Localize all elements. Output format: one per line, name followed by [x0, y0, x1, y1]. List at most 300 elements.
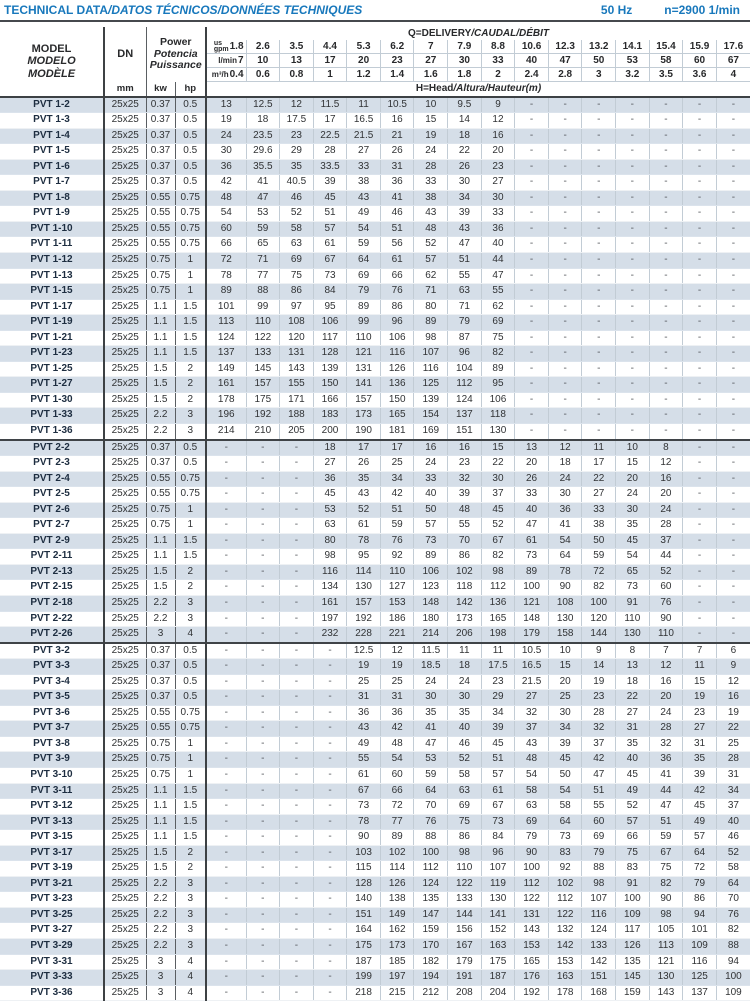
head-value-cell: 197	[313, 611, 347, 627]
head-value-cell: -	[515, 206, 549, 222]
head-value-cell: 62	[414, 268, 448, 284]
head-value-cell: -	[246, 471, 280, 487]
table-row	[0, 392, 750, 408]
head-value-cell: -	[683, 533, 717, 549]
head-value-cell: -	[246, 985, 280, 1001]
head-value-cell: 7	[649, 643, 683, 659]
head-value-cell: 45	[616, 533, 650, 549]
head-value-cell: 120	[280, 330, 314, 346]
head-value-cell: -	[683, 237, 717, 253]
head-value-cell: 53	[313, 502, 347, 518]
head-value-cell: 169	[414, 423, 448, 439]
head-value-cell: -	[548, 408, 582, 424]
head-value-cell: 27	[481, 175, 515, 191]
model-cell: PVT 3-29	[0, 939, 104, 955]
head-value-cell: 10.5	[380, 97, 414, 113]
head-value-cell: -	[280, 471, 314, 487]
head-value-cell: -	[515, 128, 549, 144]
head-value-cell: -	[280, 830, 314, 846]
head-value-cell: -	[313, 814, 347, 830]
kw-cell: 0.37	[146, 144, 175, 160]
kw-cell: 0.75	[146, 252, 175, 268]
head-value-cell: 23	[280, 128, 314, 144]
kw-cell: 0.75	[146, 502, 175, 518]
table-row	[0, 643, 750, 659]
model-cell: PVT 3-8	[0, 736, 104, 752]
head-value-cell: -	[716, 190, 750, 206]
head-value-cell: -	[616, 284, 650, 300]
head-value-cell: -	[616, 206, 650, 222]
flow-unit-flex	[207, 40, 246, 53]
head-value-cell: 120	[582, 611, 616, 627]
head-value-cell: 87	[448, 330, 482, 346]
hp-cell: 0.5	[175, 97, 206, 113]
head-value-cell: 43	[347, 487, 381, 503]
dn-cell: 25x25	[104, 627, 146, 643]
head-value-cell: 11	[448, 643, 482, 659]
head-value-cell: 33	[414, 175, 448, 191]
head-value-cell: 122	[448, 876, 482, 892]
head-value-cell: -	[246, 814, 280, 830]
table-row	[0, 456, 750, 472]
head-value-cell: 19	[716, 705, 750, 721]
head-value-cell: 67	[649, 845, 683, 861]
dn-column-header: DN	[104, 27, 146, 82]
head-value-cell: 82	[716, 923, 750, 939]
head-value-cell: 84	[313, 284, 347, 300]
head-value-cell: 128	[313, 346, 347, 362]
head-value-cell: 42	[380, 487, 414, 503]
head-value-cell: -	[206, 705, 246, 721]
head-value-cell: 35	[683, 752, 717, 768]
kw-cell: 2.2	[146, 907, 175, 923]
head-value-cell: -	[313, 970, 347, 986]
head-value-cell: 90	[515, 845, 549, 861]
dn-cell: 25x25	[104, 423, 146, 439]
head-value-cell: 157	[246, 377, 280, 393]
hp-cell: 0.5	[175, 113, 206, 129]
head-value-cell: 154	[414, 408, 448, 424]
head-value-cell: 140	[347, 892, 381, 908]
head-value-cell: 34	[716, 783, 750, 799]
head-value-cell: 76	[414, 814, 448, 830]
dn-cell: 25x25	[104, 954, 146, 970]
head-value-cell: -	[206, 502, 246, 518]
model-cell: PVT 1-3	[0, 113, 104, 129]
head-value-cell: -	[716, 330, 750, 346]
table-row	[0, 674, 750, 690]
kw-cell: 3	[146, 627, 175, 643]
head-value-cell: 69	[347, 268, 381, 284]
head-value-cell: 109	[616, 907, 650, 923]
head-value-cell: 35	[616, 518, 650, 534]
head-value-cell: 122	[246, 330, 280, 346]
head-value-cell: 122	[548, 907, 582, 923]
model-header-line: MODEL	[31, 42, 72, 55]
head-value-cell: -	[515, 190, 549, 206]
head-value-cell: 89	[380, 830, 414, 846]
head-value-cell: -	[716, 206, 750, 222]
head-value-cell: 27	[313, 456, 347, 472]
head-value-cell: 91	[616, 876, 650, 892]
dn-cell: 25x25	[104, 456, 146, 472]
head-value-cell: -	[582, 377, 616, 393]
head-value-cell: 57	[481, 768, 515, 784]
head-value-cell: -	[206, 939, 246, 955]
head-value-cell: -	[515, 97, 549, 113]
hp-unit-label: hp	[175, 82, 206, 97]
head-value-cell: 64	[683, 845, 717, 861]
head-value-cell: 116	[582, 907, 616, 923]
head-value-cell: -	[582, 190, 616, 206]
kw-cell: 2.2	[146, 611, 175, 627]
head-value-cell: 86	[280, 284, 314, 300]
head-value-cell: -	[515, 299, 549, 315]
head-value-cell: 63	[313, 518, 347, 534]
flow-value-cell: 12.3	[548, 40, 582, 54]
table-header	[0, 27, 750, 97]
head-value-cell: 31	[380, 690, 414, 706]
head-value-cell: -	[280, 549, 314, 565]
head-value-cell: 127	[380, 580, 414, 596]
head-value-cell: 137	[206, 346, 246, 362]
head-value-cell: -	[206, 643, 246, 659]
head-value-cell: 30	[616, 502, 650, 518]
head-value-cell: 19	[414, 128, 448, 144]
head-value-cell: 16	[649, 674, 683, 690]
head-value-cell: 16	[380, 113, 414, 129]
model-cell: PVT 2-9	[0, 533, 104, 549]
head-value-cell: 218	[347, 985, 381, 1001]
head-value-cell: -	[246, 705, 280, 721]
head-value-cell: 102	[548, 876, 582, 892]
head-value-cell: 106	[481, 392, 515, 408]
head-value-cell: -	[683, 392, 717, 408]
dn-cell: 25x25	[104, 299, 146, 315]
dn-cell: 25x25	[104, 221, 146, 237]
head-value-cell: 49	[683, 814, 717, 830]
model-cell: PVT 3-12	[0, 799, 104, 815]
head-value-cell: -	[582, 97, 616, 113]
head-value-cell: 8	[649, 440, 683, 456]
head-value-cell: -	[716, 580, 750, 596]
head-value-cell: -	[246, 892, 280, 908]
head-value-cell: 73	[414, 533, 448, 549]
head-value-cell: 61	[313, 237, 347, 253]
head-value-cell: 51	[380, 221, 414, 237]
hp-cell: 4	[175, 985, 206, 1001]
kw-cell: 1.1	[146, 330, 175, 346]
head-value-cell: 83	[616, 861, 650, 877]
kw-cell: 1.1	[146, 799, 175, 815]
head-value-cell: 35.5	[246, 159, 280, 175]
head-value-cell: 98	[649, 907, 683, 923]
head-value-cell: 99	[347, 315, 381, 331]
hp-cell: 1.5	[175, 346, 206, 362]
head-value-cell: -	[716, 611, 750, 627]
head-value-cell: -	[206, 830, 246, 846]
head-value-cell: -	[683, 423, 717, 439]
dn-cell: 25x25	[104, 690, 146, 706]
model-cell: PVT 3-27	[0, 923, 104, 939]
head-value-cell: 28	[313, 144, 347, 160]
head-value-cell: -	[716, 128, 750, 144]
head-value-cell: -	[548, 392, 582, 408]
head-value-cell: 47	[414, 736, 448, 752]
head-value-cell: 13	[206, 97, 246, 113]
head-value-cell: 40	[414, 487, 448, 503]
flow-value-cell: 53	[616, 54, 650, 68]
head-value-cell: 67	[313, 252, 347, 268]
table-row	[0, 736, 750, 752]
head-value-cell: -	[313, 830, 347, 846]
table-row	[0, 284, 750, 300]
table-row	[0, 705, 750, 721]
head-value-cell: 214	[206, 423, 246, 439]
dn-cell: 25x25	[104, 705, 146, 721]
model-cell: PVT 1-5	[0, 144, 104, 160]
head-value-cell: 150	[313, 377, 347, 393]
head-value-cell: 162	[380, 923, 414, 939]
head-value-cell: -	[582, 284, 616, 300]
dn-cell: 25x25	[104, 985, 146, 1001]
head-value-cell: 56	[380, 237, 414, 253]
head-value-cell: 13	[515, 440, 549, 456]
head-value-cell: -	[246, 611, 280, 627]
head-value-cell: -	[683, 268, 717, 284]
head-value-cell: -	[280, 533, 314, 549]
head-value-cell: 24	[649, 705, 683, 721]
dn-cell: 25x25	[104, 939, 146, 955]
head-value-cell: 11.5	[313, 97, 347, 113]
head-value-cell: 102	[380, 845, 414, 861]
head-value-cell: 29.6	[246, 144, 280, 160]
head-value-cell: 95	[313, 299, 347, 315]
table-row	[0, 564, 750, 580]
head-value-cell: -	[683, 549, 717, 565]
flow-value-cell: 2.8	[548, 68, 582, 82]
head-value-cell: -	[582, 175, 616, 191]
head-value-cell: 69	[515, 814, 549, 830]
head-value-cell: 37	[649, 533, 683, 549]
head-value-cell: 196	[206, 408, 246, 424]
head-value-cell: 33	[414, 471, 448, 487]
head-value-cell: 221	[380, 627, 414, 643]
head-value-cell: 78	[548, 564, 582, 580]
head-value-cell: -	[246, 674, 280, 690]
head-value-cell: 161	[206, 377, 246, 393]
head-value-cell: 132	[548, 923, 582, 939]
head-value-cell: -	[206, 970, 246, 986]
head-value-cell: -	[280, 580, 314, 596]
head-value-cell: 114	[347, 564, 381, 580]
head-value-cell: -	[716, 456, 750, 472]
head-value-cell: -	[206, 580, 246, 596]
kw-cell: 1.1	[146, 549, 175, 565]
head-value-cell: 110	[649, 627, 683, 643]
head-value-cell: 118	[481, 408, 515, 424]
head-value-cell: 86	[448, 549, 482, 565]
head-value-cell: 54	[515, 768, 549, 784]
head-value-cell: -	[515, 268, 549, 284]
head-value-cell: 34	[380, 471, 414, 487]
head-value-cell: 131	[515, 907, 549, 923]
head-value-cell: 67	[481, 533, 515, 549]
head-value-cell: 142	[548, 939, 582, 955]
hp-cell: 0.5	[175, 643, 206, 659]
flow-unit-flex	[207, 68, 246, 81]
head-value-cell: 14	[582, 659, 616, 675]
head-value-cell: 45	[683, 799, 717, 815]
head-value-cell: 100	[616, 892, 650, 908]
head-value-cell: -	[246, 659, 280, 675]
head-value-cell: -	[716, 596, 750, 612]
head-value-cell: -	[716, 518, 750, 534]
head-value-cell: 88	[716, 939, 750, 955]
head-value-cell: -	[515, 346, 549, 362]
head-value-cell: 10	[616, 440, 650, 456]
head-value-cell: 113	[206, 315, 246, 331]
dn-cell: 25x25	[104, 549, 146, 565]
dn-cell: 25x25	[104, 892, 146, 908]
head-value-cell: 10.5	[515, 643, 549, 659]
head-value-cell: -	[206, 456, 246, 472]
head-value-cell: 16.5	[347, 113, 381, 129]
head-value-cell: -	[246, 690, 280, 706]
kw-cell: 3	[146, 970, 175, 986]
table-row	[0, 923, 750, 939]
head-value-cell: -	[649, 113, 683, 129]
head-value-cell: 39	[683, 768, 717, 784]
head-value-cell: 99	[246, 299, 280, 315]
head-value-cell: -	[280, 814, 314, 830]
head-value-cell: -	[683, 377, 717, 393]
dn-cell: 25x25	[104, 752, 146, 768]
head-value-cell: -	[280, 923, 314, 939]
head-value-cell: 137	[683, 985, 717, 1001]
head-value-cell: -	[683, 487, 717, 503]
table-row	[0, 970, 750, 986]
head-value-cell: -	[206, 627, 246, 643]
head-value-cell: 11.5	[414, 643, 448, 659]
head-value-cell: 210	[246, 423, 280, 439]
head-value-cell: 95	[347, 549, 381, 565]
head-value-cell: 25	[347, 674, 381, 690]
kw-cell: 0.55	[146, 190, 175, 206]
head-value-cell: -	[280, 861, 314, 877]
head-value-cell: 28	[582, 705, 616, 721]
head-value-cell: -	[280, 705, 314, 721]
head-value-cell: 24	[414, 674, 448, 690]
head-value-cell: 70	[716, 892, 750, 908]
hp-cell: 0.75	[175, 721, 206, 737]
flow-value-cell: 3.6	[683, 68, 717, 82]
head-value-cell: 51	[313, 206, 347, 222]
head-value-cell: -	[206, 487, 246, 503]
head-value-cell: 103	[347, 845, 381, 861]
head-value-cell: 54	[548, 533, 582, 549]
head-value-cell: -	[246, 799, 280, 815]
head-value-cell: 38	[347, 175, 381, 191]
head-value-cell: -	[246, 876, 280, 892]
head-value-cell: 117	[616, 923, 650, 939]
head-value-cell: 130	[616, 627, 650, 643]
head-value-cell: 116	[313, 564, 347, 580]
flow-value-cell: 40	[515, 54, 549, 68]
head-value-cell: -	[548, 190, 582, 206]
kw-cell: 0.55	[146, 237, 175, 253]
q-delivery-header	[206, 27, 750, 40]
hp-cell: 0.5	[175, 440, 206, 456]
flow-value-cell: 13	[280, 54, 314, 68]
dn-cell: 25x25	[104, 175, 146, 191]
head-value-cell: -	[649, 144, 683, 160]
head-value-cell: 96	[380, 315, 414, 331]
flow-value-cell: 3.2	[616, 68, 650, 82]
head-value-cell: 69	[481, 315, 515, 331]
head-value-cell: -	[616, 97, 650, 113]
head-value-cell: 148	[414, 596, 448, 612]
head-value-cell: -	[616, 128, 650, 144]
head-value-cell: -	[313, 659, 347, 675]
head-value-cell: 28	[649, 518, 683, 534]
hp-cell: 1.5	[175, 533, 206, 549]
head-value-cell: 159	[616, 985, 650, 1001]
head-value-cell: 153	[548, 954, 582, 970]
flow-value-cell: 2.6	[246, 40, 280, 54]
dn-cell: 25x25	[104, 330, 146, 346]
head-value-cell: -	[280, 736, 314, 752]
head-value-cell: 21.5	[515, 674, 549, 690]
head-value-cell: -	[246, 907, 280, 923]
head-value-cell: 22	[616, 690, 650, 706]
head-value-cell: 37	[716, 799, 750, 815]
head-value-cell: -	[246, 783, 280, 799]
head-value-cell: 8	[616, 643, 650, 659]
head-value-cell: 133	[448, 892, 482, 908]
kw-cell: 1.1	[146, 830, 175, 846]
head-value-cell: 112	[548, 892, 582, 908]
hp-cell: 2	[175, 861, 206, 877]
kw-cell: 1.5	[146, 392, 175, 408]
head-value-cell: 40	[716, 814, 750, 830]
head-value-cell: 89	[515, 564, 549, 580]
head-value-cell: 48	[380, 736, 414, 752]
model-cell: PVT 1-36	[0, 423, 104, 439]
speed-label: n=2900 1/min	[664, 3, 740, 17]
head-value-cell: -	[515, 113, 549, 129]
head-value-cell: 78	[347, 533, 381, 549]
head-value-cell: 175	[347, 939, 381, 955]
head-value-cell: 171	[280, 392, 314, 408]
power-column-header	[146, 27, 206, 82]
head-value-cell: 135	[414, 892, 448, 908]
head-value-cell: -	[206, 721, 246, 737]
head-value-cell: -	[616, 159, 650, 175]
head-value-cell: 42	[683, 783, 717, 799]
kw-cell: 1.1	[146, 315, 175, 331]
head-value-cell: -	[313, 985, 347, 1001]
model-cell: PVT 2-4	[0, 471, 104, 487]
model-cell: PVT 2-18	[0, 596, 104, 612]
head-value-cell: 38	[582, 518, 616, 534]
head-value-cell: 89	[481, 361, 515, 377]
head-value-cell: -	[246, 518, 280, 534]
head-value-cell: 173	[380, 939, 414, 955]
model-cell: PVT 1-30	[0, 392, 104, 408]
head-value-cell: -	[716, 549, 750, 565]
head-value-cell: -	[683, 471, 717, 487]
